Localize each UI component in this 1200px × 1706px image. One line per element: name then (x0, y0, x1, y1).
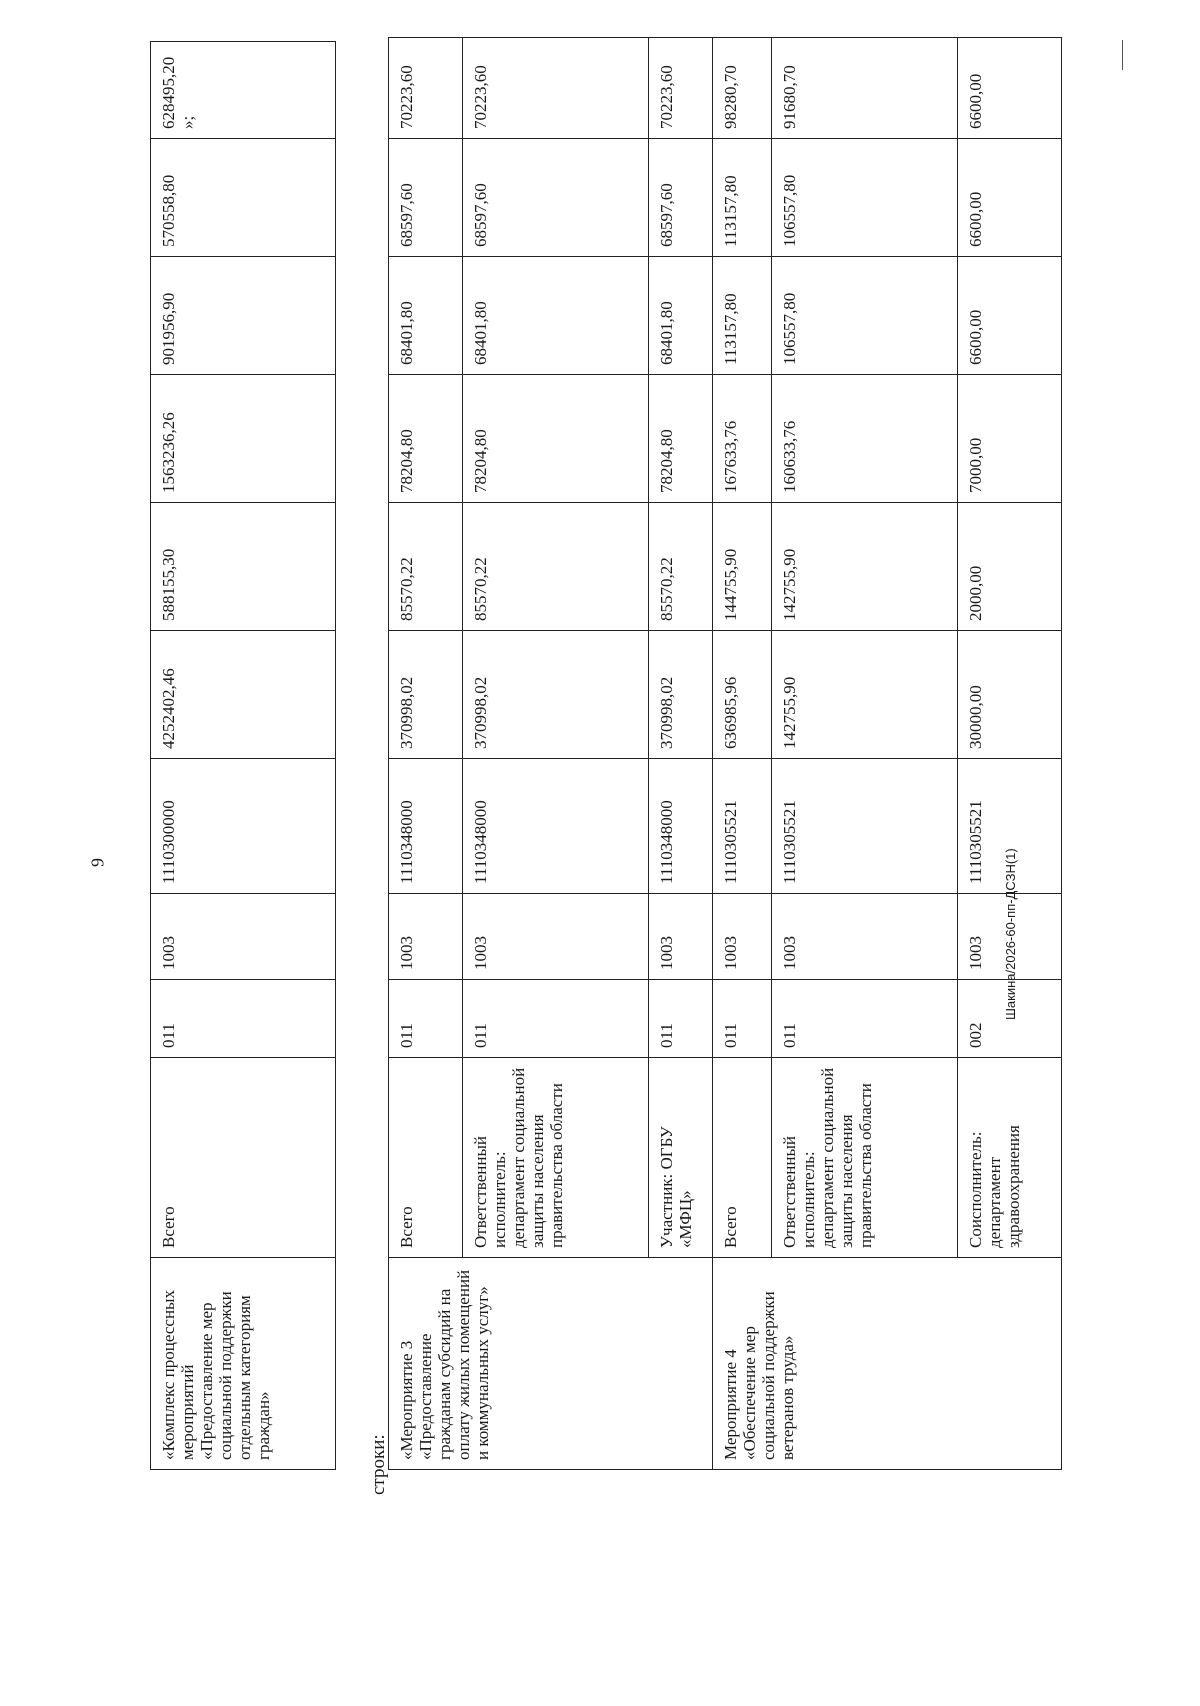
cell-code: 011 (771, 980, 957, 1058)
cell-value: 78204,80 (463, 375, 649, 503)
cell-value: 6600,00 (957, 38, 1061, 139)
main-table (388, 37, 1062, 1470)
cell-target: 1110305521 (771, 759, 957, 894)
corner-mark (1122, 40, 1123, 70)
cell-target: 1110348000 (649, 759, 713, 894)
cell-section: 1003 (771, 894, 957, 980)
event4-name: Мероприятие 4 «Обеспечение мер социальной поддержки ветеранов труда» (713, 1258, 1062, 1470)
cell-value: 142755,90 (771, 631, 957, 759)
cell-label: Всего (713, 1058, 771, 1258)
top-table-wrapper (150, 41, 336, 1470)
cell-section: 1003 (463, 894, 649, 980)
cell-value: 68597,60 (463, 139, 649, 257)
cell-value: 570558,80 (151, 139, 336, 257)
cell-value: 370998,02 (463, 631, 649, 759)
table-row (151, 42, 336, 1470)
event3-name: «Мероприятие 3 «Предоставление гражданам субсидий на оплату жилых помещений и коммунальных услуг» (389, 1258, 713, 1470)
cell-value: 1563236,26 (151, 375, 336, 503)
cell-value: 70223,60 (649, 38, 713, 139)
cell-value: 901956,90 (151, 257, 336, 375)
cell-value: 167633,76 (713, 375, 771, 503)
caption-rows: строки: (368, 1434, 389, 1495)
cell-code: 011 (463, 980, 649, 1058)
cell-value: 68401,80 (463, 257, 649, 375)
page-number: 9 (87, 858, 108, 867)
cell-value: 2000,00 (957, 503, 1061, 631)
cell-value: 85570,22 (649, 503, 713, 631)
cell-value: 636985,96 (713, 631, 771, 759)
cell-value: 4252402,46 (151, 631, 336, 759)
cell-label: Ответственный исполнитель: департамент социальной защиты населения правительства области (463, 1058, 649, 1258)
cell-value: 68597,60 (389, 139, 463, 257)
cell-value: 106557,80 (771, 139, 957, 257)
table-row (771, 38, 957, 1470)
cell-value: 6600,00 (957, 257, 1061, 375)
cell-target: 1110305521 (713, 759, 771, 894)
cell-value: 78204,80 (649, 375, 713, 503)
table-row (649, 38, 713, 1470)
cell-target: 1110348000 (463, 759, 649, 894)
main-table-wrapper (388, 37, 1062, 1470)
cell-section: 1003 (713, 894, 771, 980)
cell-section: 1003 (649, 894, 713, 980)
cell-value: 85570,22 (463, 503, 649, 631)
cell-code: 011 (389, 980, 463, 1058)
cell-label: Ответственный исполнитель: департамент социальной защиты населения правительства области (771, 1058, 957, 1258)
cell-value: 160633,76 (771, 375, 957, 503)
cell-value: 68401,80 (649, 257, 713, 375)
cell-label: Всего (151, 1058, 336, 1258)
cell-value: 30000,00 (957, 631, 1061, 759)
cell-value: 628495,20»; (151, 42, 336, 139)
cell-value: 113157,80 (713, 257, 771, 375)
cell-value: 68401,80 (389, 257, 463, 375)
cell-value: 70223,60 (389, 38, 463, 139)
document-code: Шакина/2026-60-пп-ДСЗН(1) (1003, 848, 1018, 1020)
cell-code: 011 (713, 980, 771, 1058)
cell-value: 91680,70 (771, 38, 957, 139)
cell-value: 106557,80 (771, 257, 957, 375)
complex-name: «Комплекс процессных мероприятий «Предоставление мер социальной поддержки отдельным категориям граждан» (151, 1258, 336, 1470)
table-row (957, 38, 1061, 1470)
cell-target: 1110300000 (151, 759, 336, 894)
cell-value: 70223,60 (463, 38, 649, 139)
cell-label: Соисполнитель: департамент здравоохранения (957, 1058, 1061, 1258)
cell-value: 68597,60 (649, 139, 713, 257)
table-row (713, 38, 771, 1470)
cell-code: 011 (151, 980, 336, 1058)
cell-value: 98280,70 (713, 38, 771, 139)
cell-value: 78204,80 (389, 375, 463, 503)
cell-value: 144755,90 (713, 503, 771, 631)
top-table (150, 41, 336, 1470)
cell-value: 142755,90 (771, 503, 957, 631)
cell-code: 002 (957, 980, 1061, 1058)
cell-section: 1003 (389, 894, 463, 980)
table-row (389, 38, 463, 1470)
cell-value: 370998,02 (649, 631, 713, 759)
cell-target: 1110305521 (957, 759, 1061, 894)
cell-section: 1003 (151, 894, 336, 980)
cell-value: 588155,30 (151, 503, 336, 631)
cell-value: 113157,80 (713, 139, 771, 257)
cell-value: 7000,00 (957, 375, 1061, 503)
cell-label: Всего (389, 1058, 463, 1258)
cell-code: 011 (649, 980, 713, 1058)
cell-value: 85570,22 (389, 503, 463, 631)
cell-value: 370998,02 (389, 631, 463, 759)
table-row (463, 38, 649, 1470)
cell-value: 6600,00 (957, 139, 1061, 257)
cell-section: 1003 (957, 894, 1061, 980)
cell-label: Участник: ОГБУ «МФЦ» (649, 1058, 713, 1258)
cell-target: 1110348000 (389, 759, 463, 894)
